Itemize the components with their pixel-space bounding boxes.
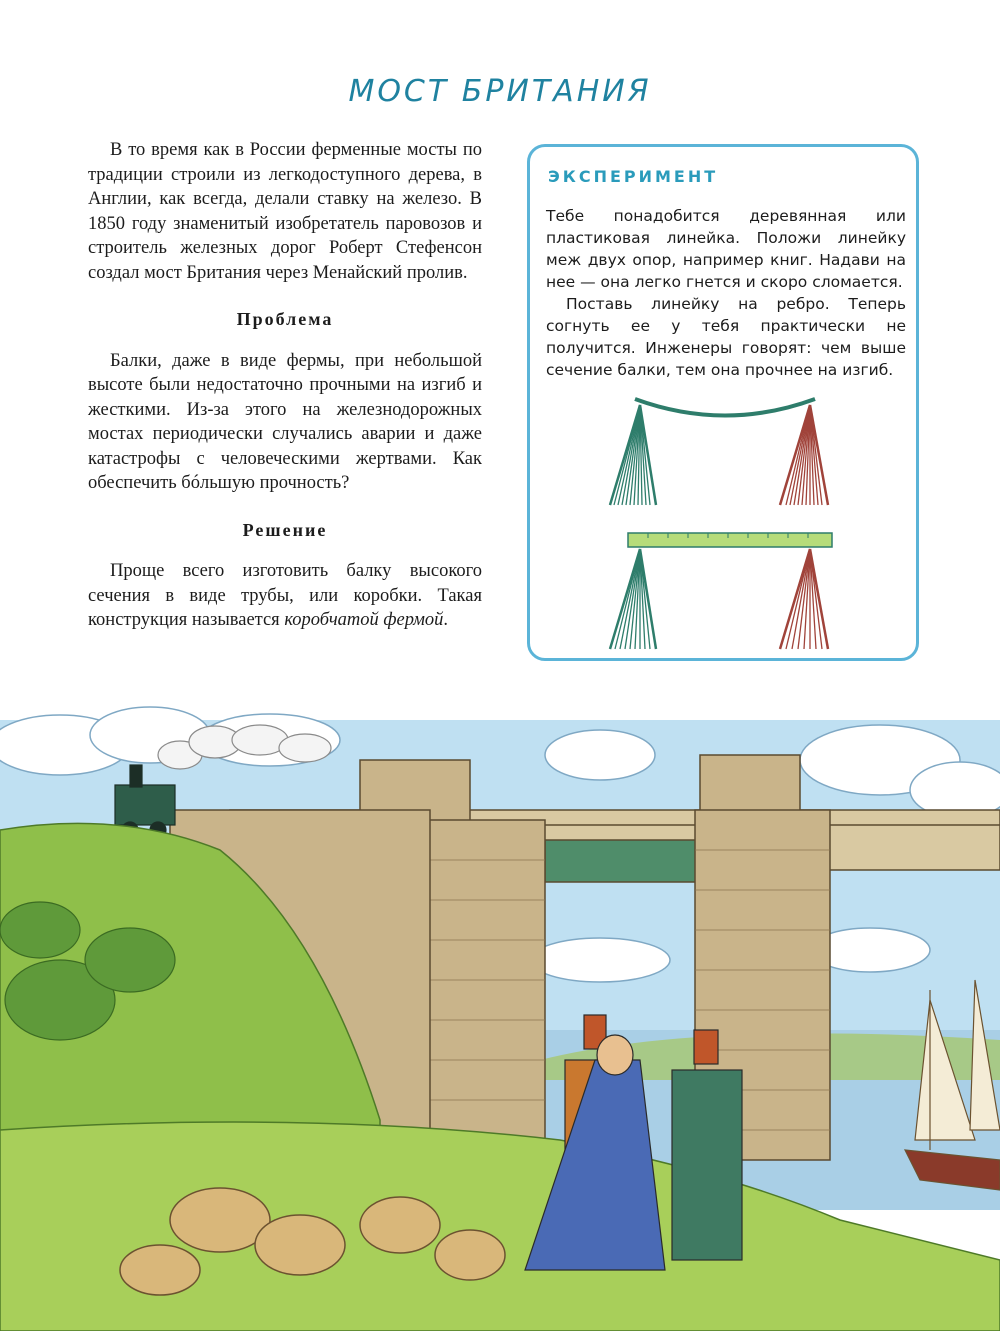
right-book-red-2 (780, 549, 828, 649)
experiment-text (546, 205, 906, 381)
page-title: МОСТ БРИТАНИЯ (348, 74, 652, 109)
solution-heading: Решение (242, 519, 328, 540)
man-hat-2 (694, 1030, 718, 1064)
experiment-paragraph-2: Поставь линейку на ребро. Теперь согнуть ее у тебя практически не получится. Инженеры говорят: чем выше сечение балки, тем она прочнее на изгиб. (546, 295, 906, 379)
intro-paragraph: В то время как в России ферменные мосты по традиции строили из легкодоступного дерева, в Англии, как всегда, делали ставку на железо. В 1850 году знаменитый изобретатель паровозов и строитель железных дорог Роберт Стефенсон создал мост Британия через Менайский пролив. (88, 140, 482, 283)
experiment-paragraph-1: Тебе понадобится деревянная или пластиковая линейка. Положи линейку меж двух опор, например книг. Надави на нее — она легко гнется и скоро сломается. (546, 207, 906, 291)
solution-term: коробчатой фермой (284, 610, 444, 630)
man-right (672, 1070, 742, 1260)
left-book-green (610, 405, 656, 505)
solution-paragraph (88, 559, 482, 633)
left-book-green-2 (610, 549, 656, 649)
main-text-column (88, 138, 482, 633)
ruler-experiment-illustration (600, 387, 850, 657)
solution-text-end: . (443, 610, 449, 630)
experiment-box (527, 144, 919, 661)
bent-ruler-diagram (610, 399, 828, 505)
problem-paragraph: Балки, даже в виде фермы, при небольшой высоте были недостаточно прочными на изгиб и жесткими. Из-за этого на железнодорожных мостах периодически случались аварии и даже катастрофы с человеческими жертвами. Как обеспечить бóльшую прочность? (88, 350, 482, 493)
bent-ruler (635, 399, 815, 416)
britannia-bridge-illustration (0, 700, 1000, 1331)
edge-ruler (628, 533, 832, 547)
right-book-red (780, 405, 828, 505)
solution-text: Проще всего изготовить балку высокого сечения в виде трубы, или коробки. Такая конструкция называется (88, 561, 482, 630)
edge-ruler-diagram (610, 533, 832, 649)
problem-heading: Проблема (236, 309, 334, 329)
experiment-title: ЭКСПЕРИМЕНТ (548, 167, 719, 186)
right-tower-top (700, 755, 800, 815)
